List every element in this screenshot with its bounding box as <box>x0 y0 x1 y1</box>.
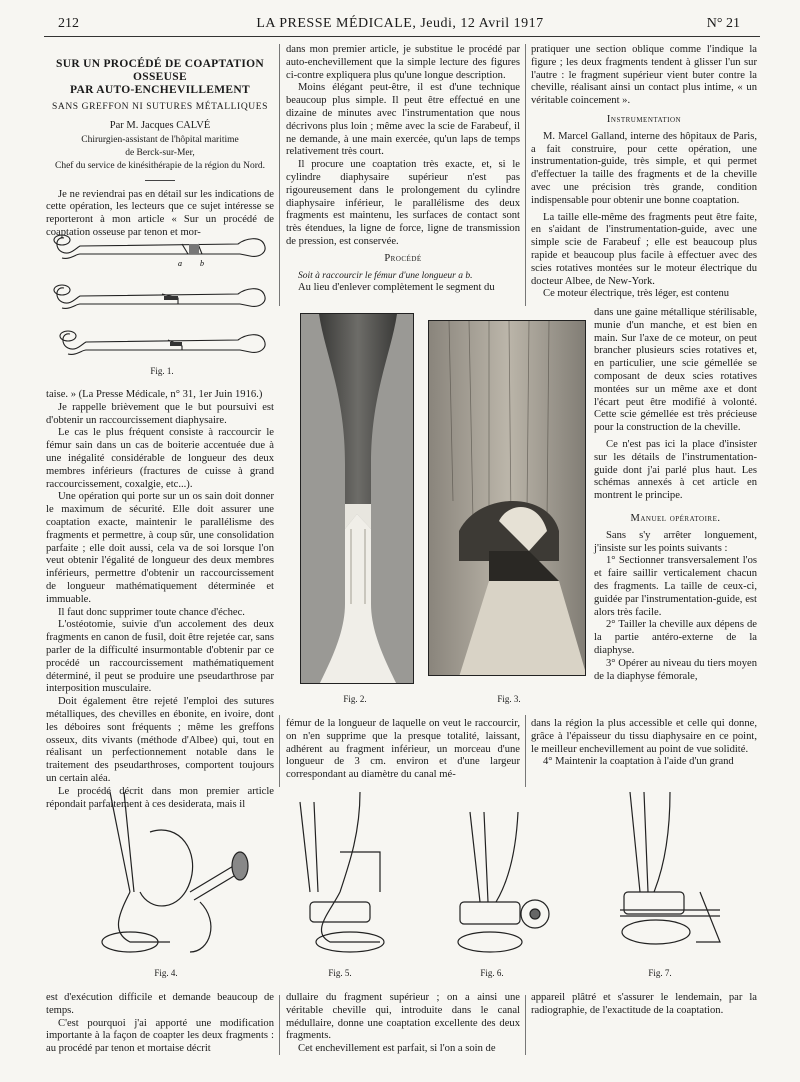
author-affiliation-3: Chef du service de kinésithérapie de la région du Nord. <box>55 160 265 171</box>
paragraph: fémur de la longueur de laquelle on veut le raccourcir, on n'en supprime que la presque totalité, laissant, adhérent au fragment inférieur, un morceau d'une longueur de 3 cm. environ et d'une largeur correspondant au diamètre du canal mé- <box>286 718 520 781</box>
paragraph: Moins élégant peut-être, il est d'une technique beaucoup plus simple. Il peut être effectué en une dizaine de minutes avec l'instrumentation que nous décrivons plus loin ; même avec la scie de Farabeuf, il ne demande, à une main exercée, qu'un laps de temps relativement très court. <box>286 82 520 158</box>
article-subtitle: SANS GREFFON NI SUTURES MÉTALLIQUES <box>51 102 269 112</box>
paragraph: Cet enchevillement est parfait, si l'on a soin de <box>298 1043 496 1055</box>
figure-3-caption: Fig. 3. <box>497 694 521 704</box>
page-number: 212 <box>58 16 79 31</box>
figure-3-photo <box>428 320 586 676</box>
author-affiliation-2: de Berck-sur-Mer, <box>125 147 195 158</box>
figure-1 <box>50 226 274 378</box>
column-divider <box>525 44 526 306</box>
figure-4 <box>90 792 260 978</box>
paragraph: M. Marcel Galland, interne des hôpitaux de Paris, a fait construire, pour cette opération, une instrumentation-guide, très simple, et qui permet d'effectuer la taille des fragments et de la cheville avec une précision très grande, condition indispensable pour obtenir une bonne coaptation. <box>531 130 757 206</box>
article-title-line-1: SUR UN PROCÉDÉ DE COAPTATION OSSEUSE <box>56 58 264 83</box>
paragraph: 1° Sectionner transversalement l'os et faire saillir verticalement chacun des fragments. La taille de ceux-ci, guidée par l'instrumentation-guide, est alors très facile. <box>594 555 757 618</box>
column-2-middle <box>286 718 520 782</box>
paragraph: L'ostéotomie, suivie d'un accolement des deux fragments en canon de fusil, doit être rejetée car, sans parler de la difficulté insurmontable d'obtenir par ce procédé un raccourcissement mathématiquement déterminé, il peut se produire une pseudarthrose par interposition musculaire. <box>46 619 274 695</box>
paragraph: La taille elle-même des fragments peut être faite, en s'aidant de l'instrumentation-guide, avec une simple scie de Farabeuf ; elle est beaucoup plus rapide et beaucoup plus facile à effectuer avec des scies rotatives montées sur le moteur électrique du docteur Albee, de New-York. <box>531 211 757 287</box>
paragraph: dans une gaine métallique stérilisable, munie d'un manche, et est bien en main. Sur l'axe de ce moteur, on peut brancher plusieurs scies rotatives et, en particulier, une scie gémellée se composant de deux scies rotatives montées sur un même axe et dont l'écart peut être modifié à volonté. Cette scie gémellée est très précieuse pour la construction de la cheville. <box>594 307 757 434</box>
bone-specimen-image <box>429 321 586 676</box>
column-divider <box>525 995 526 1055</box>
title-divider <box>145 180 175 181</box>
author-affiliation-1: Chirurgien-assistant de l'hôpital maritime <box>81 134 239 145</box>
figure-1-caption: Fig. 1. <box>150 366 174 376</box>
column-1-bottom <box>46 992 274 1056</box>
label-a: a <box>178 259 182 268</box>
label-b: b <box>200 259 204 268</box>
section-heading-instrumentation: Instrumentation <box>606 113 682 125</box>
paragraph: Il procure une coaptation très exacte, et, si le cylindre diaphysaire supérieur n'est pas rigoureusement dans le prolongement du cylindre diaphysaire inférieur, le parallélisme des deux fragments est maintenu, les surfaces de contact sont très étendues, la ligne de force, ligne de transmission de pression, est conservée. <box>286 159 520 247</box>
column-3-middle <box>531 718 757 769</box>
bone-xray-image <box>301 314 414 684</box>
figure-5-caption: Fig. 5. <box>328 968 352 978</box>
column-divider <box>279 995 280 1055</box>
figure-7 <box>600 792 750 978</box>
paragraph: pratiquer une section oblique comme l'indique la figure ; les deux fragments tendent à glisser l'un sur l'autre : le fragment supérieur vient buter contre la cheville, réalisant ainsi un contact plus intime, « un véritable coincement ». <box>531 44 757 107</box>
column-1-body <box>46 389 274 811</box>
instrument-drawing <box>430 792 570 962</box>
column-divider <box>279 44 280 306</box>
figure-4-caption: Fig. 4. <box>154 968 178 978</box>
figure-2-photo <box>300 313 414 684</box>
figure-7-caption: Fig. 7. <box>648 968 672 978</box>
paragraph: dullaire du fragment supérieur ; on a ainsi une véritable cheville qui, introduite dans le canal médullaire, donne une coaptation excellente des deux fragments. <box>286 992 520 1042</box>
column-3-bottom <box>531 992 757 1018</box>
paragraph: Il faut donc supprimer toute chance d'échec. <box>58 606 245 618</box>
issue-date: Jeudi, 12 Avril 1917 <box>420 16 544 31</box>
figure-6-caption: Fig. 6. <box>480 968 504 978</box>
article-title-line-2: PAR AUTO-ENCHEVILLEMENT <box>70 84 250 96</box>
figure-5 <box>270 792 430 978</box>
paragraph: taise. » (La Presse Médicale, n° 31, 1er Juin 1916.) <box>46 389 263 400</box>
column-2-bottom <box>286 992 520 1056</box>
column-3-narrow <box>594 307 757 683</box>
paragraph: Ce moteur électrique, très léger, est contenu <box>543 288 730 300</box>
figure-2-caption: Fig. 2. <box>343 694 367 704</box>
paragraph: Une opération qui porte sur un os sain doit donner le maximum de sécurité. Elle doit assurer une coaptation exacte, maintenir le parallélisme des fragments et permettre, à coup sûr, une consolidation parfaite ; elle doit aussi, cela va de soi lorsque l'on veut obtenir l'égalité de longueur des deux membres inférieurs, permettre d'obtenir un raccourcissement de longueur mathématiquement déterminée et immuable. <box>46 491 274 605</box>
paragraph: Je rappelle brièvement que le but poursuivi est d'obtenir un raccourcissement diaphysaire. <box>46 401 274 426</box>
column-divider <box>525 715 526 787</box>
column-3-top <box>531 44 757 301</box>
paragraph: C'est pourquoi j'ai apporté une modification importante à la façon de coapter les deux fragments : au procédé par tenon et mortaise décrit <box>46 1017 274 1055</box>
paragraph: 4° Maintenir la coaptation à l'aide d'un grand <box>543 756 734 768</box>
paragraph: Ce n'est pas ici la place d'insister sur les détails de l'instrumentation-guide dont j'ai parlé plus haut. Les schémas annexés à cet article en montrent le principe. <box>594 438 757 502</box>
figure-6 <box>430 792 570 978</box>
paragraph: dans la région la plus accessible et celle qui donne, grâce à l'épaisseur du tissu diaphysaire en ce point, le meilleur enchevillement au point de vue solidité. <box>531 718 757 755</box>
column-2-top <box>286 44 520 295</box>
paragraph: Sans s'y arrêter longuement, j'insiste sur les points suivants : <box>594 529 757 554</box>
paragraph: appareil plâtré et s'assurer le lendemain, par la radiographie, de l'exactitude de la coaptation. <box>531 992 757 1016</box>
paragraph: Le cas le plus fréquent consiste à raccourcir le fémur sain dans un cas de boiterie accentuée due à une inégalité considérable de longueur des deux membres inférieurs (fractures de cuisse à grand raccourcissement, coxalgie, etc...). <box>46 427 274 490</box>
section-heading-manuel: Manuel opératoire. <box>630 512 721 524</box>
paragraph: Je ne reviendrai pas en détail sur les indications de cette opération, les lecteurs que ce sujet intéresse se reporteront à mon article « Sur un procédé de coaptation osseuse par tenon et mor- <box>46 188 274 238</box>
instrument-drawing <box>90 792 260 962</box>
paragraph: est d'exécution difficile et demande beaucoup de temps. <box>46 992 274 1016</box>
column-divider <box>279 715 280 787</box>
journal-name: LA PRESSE MÉDICALE, <box>256 16 417 31</box>
journal-title <box>0 16 800 32</box>
paragraph: Soit à raccourcir le fémur d'une longueur a b. <box>298 270 473 281</box>
femur-diagrams <box>50 226 274 366</box>
section-heading-procede: Procédé <box>384 252 422 264</box>
paragraph: 3° Opérer au niveau du tiers moyen de la diaphyse fémorale, <box>594 657 757 682</box>
instrument-drawing <box>600 792 750 962</box>
paragraph: 2° Tailler la cheville aux dépens de la partie antéro-externe de la diaphyse. <box>594 619 757 656</box>
paragraph: dans mon premier article, je substitue le procédé par auto-enchevillement que la simple lecture des figures ci-contre expliquera plus qu'une longue description. <box>286 44 520 81</box>
article-byline: Par M. Jacques CALVÉ <box>109 119 211 131</box>
issue-number: N° 21 <box>706 16 740 31</box>
column-1-top <box>46 58 274 240</box>
paragraph: Au lieu d'enlever complètement le segment du <box>298 282 495 294</box>
paragraph: Le procédé décrit dans mon premier article répondait parfaitement à ces desiderata, mais il <box>46 785 274 810</box>
paragraph: Doit également être rejeté l'emploi des sutures métalliques, des chevilles en ébonite, en ivoire, dont les déboires sont fréquents ; même les greffons osseux, dits vivants (méthode d'Albee) qui, tout en réalisant un perfectionnement notable dans le traitement des pseudarthroses, comportent toujours un certain aléa. <box>46 696 274 784</box>
header-rule <box>44 36 760 37</box>
instrument-drawing <box>270 792 430 962</box>
